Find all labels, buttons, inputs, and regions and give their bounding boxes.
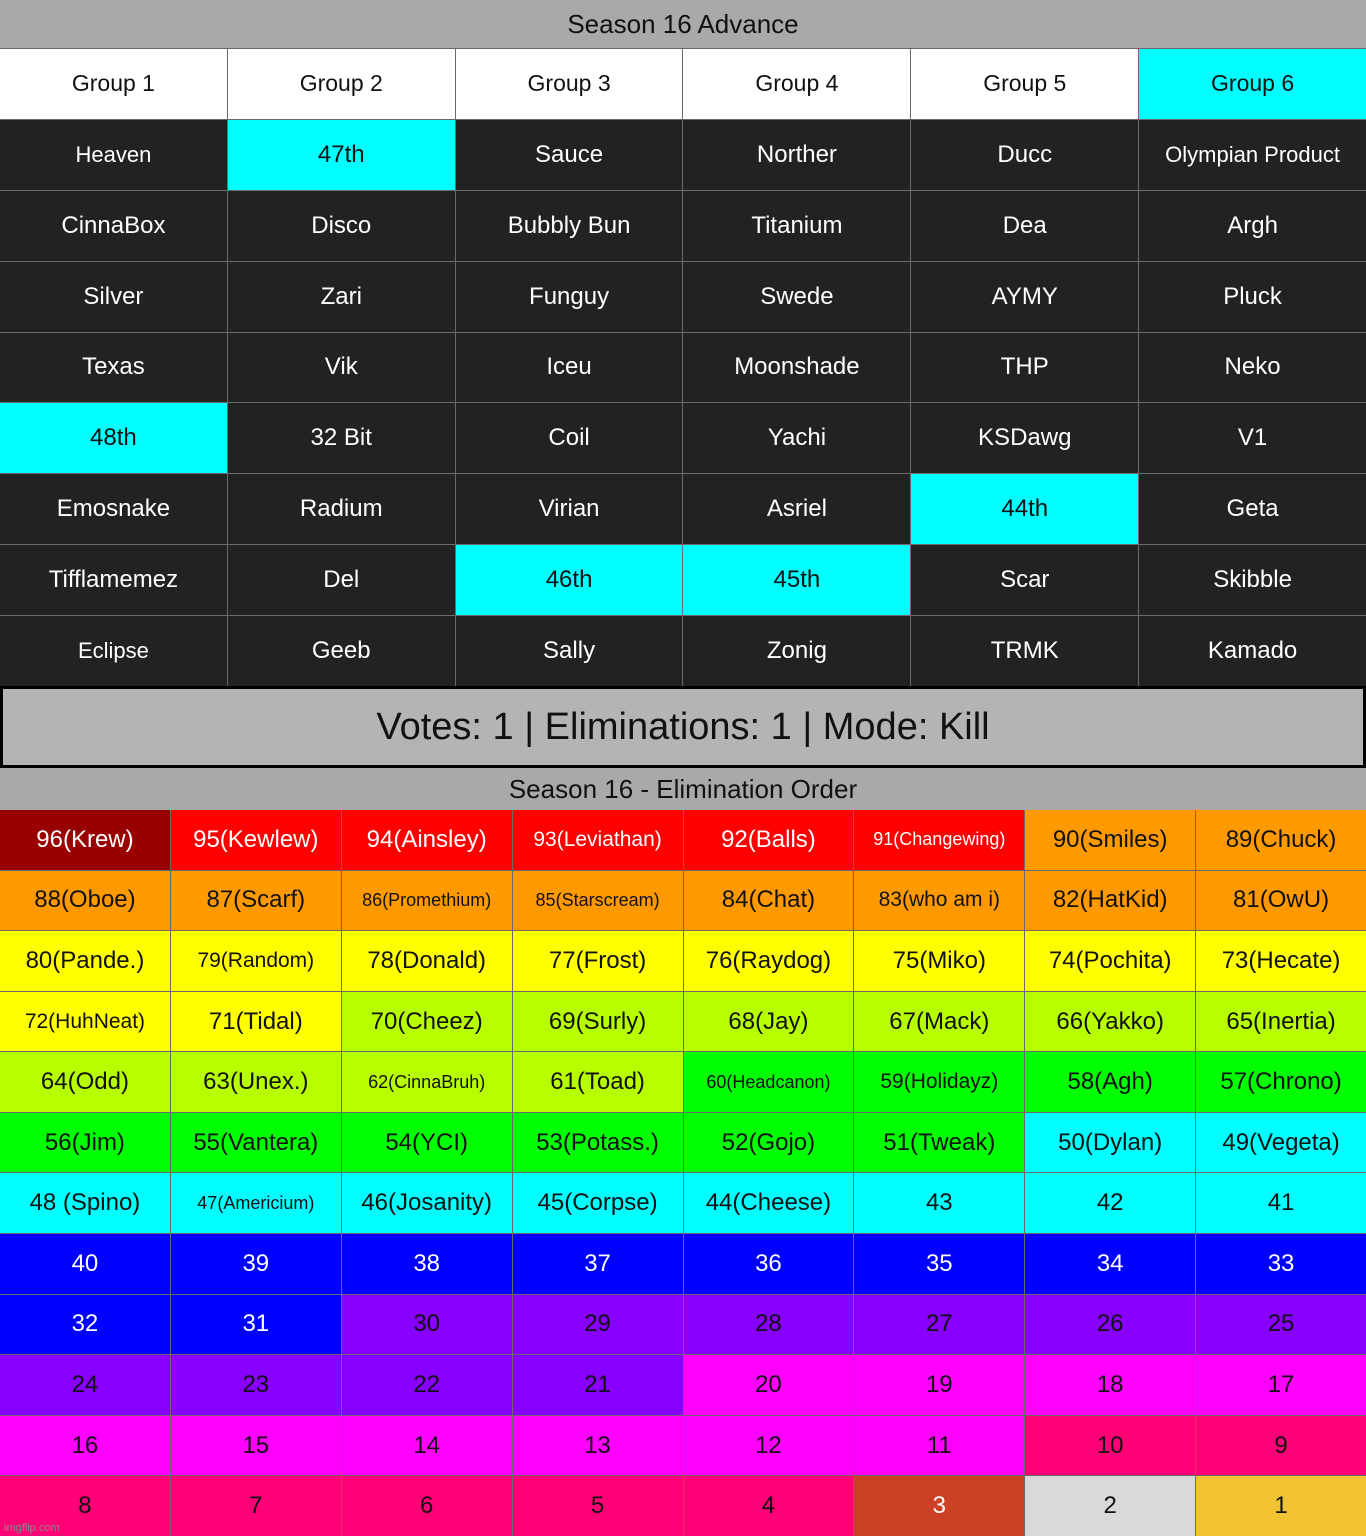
member-cell: Yachi	[683, 403, 910, 473]
elimination-cell: 91(Changewing)	[854, 810, 1024, 870]
member-cell: Pluck	[1139, 262, 1366, 332]
elimination-cell: 49(Vegeta)	[1196, 1113, 1366, 1173]
member-cell: Vik	[228, 333, 455, 403]
elimination-cell: 14	[342, 1416, 512, 1476]
elimination-cell: 29	[513, 1295, 683, 1355]
elimination-cell: 3	[854, 1476, 1024, 1536]
member-cell: 46th	[456, 545, 683, 615]
elimination-cell: 43	[854, 1173, 1024, 1233]
elimination-cell: 18	[1025, 1355, 1195, 1415]
elimination-cell: 6	[342, 1476, 512, 1536]
elimination-cell: 96(Krew)	[0, 810, 170, 870]
elimination-cell: 17	[1196, 1355, 1366, 1415]
elimination-cell: 44(Cheese)	[684, 1173, 854, 1233]
elimination-cell: 9	[1196, 1416, 1366, 1476]
group-header: Group 1	[0, 49, 227, 119]
member-cell: Geta	[1139, 474, 1366, 544]
elimination-cell: 81(OwU)	[1196, 871, 1366, 931]
elimination-cell: 61(Toad)	[513, 1052, 683, 1112]
member-cell: Radium	[228, 474, 455, 544]
elimination-cell: 51(Tweak)	[854, 1113, 1024, 1173]
elimination-cell: 84(Chat)	[684, 871, 854, 931]
member-cell: Emosnake	[0, 474, 227, 544]
elimination-title: Season 16 - Elimination Order	[0, 768, 1366, 810]
member-cell: CinnaBox	[0, 191, 227, 261]
member-cell: KSDawg	[911, 403, 1138, 473]
elimination-cell: 87(Scarf)	[171, 871, 341, 931]
elimination-cell: 26	[1025, 1295, 1195, 1355]
elimination-cell: 36	[684, 1234, 854, 1294]
elimination-cell: 86(Promethium)	[342, 871, 512, 931]
elimination-cell: 82(HatKid)	[1025, 871, 1195, 931]
elimination-cell: 52(Gojo)	[684, 1113, 854, 1173]
elimination-cell: 15	[171, 1416, 341, 1476]
elimination-cell: 48 (Spino)	[0, 1173, 170, 1233]
member-cell: Coil	[456, 403, 683, 473]
elimination-cell: 85(Starscream)	[513, 871, 683, 931]
elimination-cell: 45(Corpse)	[513, 1173, 683, 1233]
elimination-cell: 74(Pochita)	[1025, 931, 1195, 991]
member-cell: Del	[228, 545, 455, 615]
elimination-cell: 38	[342, 1234, 512, 1294]
elimination-cell: 46(Josanity)	[342, 1173, 512, 1233]
elimination-cell: 78(Donald)	[342, 931, 512, 991]
elimination-cell: 54(YCI)	[342, 1113, 512, 1173]
member-cell: Neko	[1139, 333, 1366, 403]
elimination-cell: 73(Hecate)	[1196, 931, 1366, 991]
elimination-cell: 70(Cheez)	[342, 992, 512, 1052]
elimination-cell: 7	[171, 1476, 341, 1536]
elimination-cell: 59(Holidayz)	[854, 1052, 1024, 1112]
watermark: imgflip.com	[4, 1522, 60, 1534]
elimination-cell: 34	[1025, 1234, 1195, 1294]
status-bar: Votes: 1 | Eliminations: 1 | Mode: Kill	[0, 686, 1366, 768]
elimination-cell: 71(Tidal)	[171, 992, 341, 1052]
elimination-cell: 56(Jim)	[0, 1113, 170, 1173]
member-cell: 47th	[228, 120, 455, 190]
elimination-cell: 16	[0, 1416, 170, 1476]
member-cell: Heaven	[0, 120, 227, 190]
elimination-cell: 58(Agh)	[1025, 1052, 1195, 1112]
elimination-cell: 60(Headcanon)	[684, 1052, 854, 1112]
member-cell: Skibble	[1139, 545, 1366, 615]
elimination-cell: 10	[1025, 1416, 1195, 1476]
group-header: Group 2	[228, 49, 455, 119]
advance-table	[0, 48, 1366, 686]
member-cell: Asriel	[683, 474, 910, 544]
elimination-cell: 63(Unex.)	[171, 1052, 341, 1112]
member-cell: Titanium	[683, 191, 910, 261]
elimination-cell: 67(Mack)	[854, 992, 1024, 1052]
group-header: Group 4	[683, 49, 910, 119]
member-cell: V1	[1139, 403, 1366, 473]
elimination-cell: 41	[1196, 1173, 1366, 1233]
member-cell: Ducc	[911, 120, 1138, 190]
member-cell: Virian	[456, 474, 683, 544]
member-cell: Disco	[228, 191, 455, 261]
elimination-cell: 75(Miko)	[854, 931, 1024, 991]
elimination-cell: 69(Surly)	[513, 992, 683, 1052]
elimination-cell: 57(Chrono)	[1196, 1052, 1366, 1112]
member-cell: Funguy	[456, 262, 683, 332]
elimination-cell: 53(Potass.)	[513, 1113, 683, 1173]
elimination-cell: 80(Pande.)	[0, 931, 170, 991]
elimination-cell: 4	[684, 1476, 854, 1536]
group-header: Group 5	[911, 49, 1138, 119]
elimination-cell: 1	[1196, 1476, 1366, 1536]
member-cell: Sauce	[456, 120, 683, 190]
elimination-cell: 68(Jay)	[684, 992, 854, 1052]
member-cell: Argh	[1139, 191, 1366, 261]
member-cell: Bubbly Bun	[456, 191, 683, 261]
member-cell: Moonshade	[683, 333, 910, 403]
elimination-cell: 77(Frost)	[513, 931, 683, 991]
elimination-cell: 28	[684, 1295, 854, 1355]
elimination-cell: 50(Dylan)	[1025, 1113, 1195, 1173]
elimination-cell: 55(Vantera)	[171, 1113, 341, 1173]
group-header: Group 3	[456, 49, 683, 119]
elimination-cell: 72(HuhNeat)	[0, 992, 170, 1052]
elimination-cell: 33	[1196, 1234, 1366, 1294]
elimination-cell: 21	[513, 1355, 683, 1415]
elimination-cell: 24	[0, 1355, 170, 1415]
member-cell: Norther	[683, 120, 910, 190]
elimination-cell: 35	[854, 1234, 1024, 1294]
member-cell: AYMY	[911, 262, 1138, 332]
advance-title: Season 16 Advance	[0, 0, 1366, 48]
elimination-cell: 79(Random)	[171, 931, 341, 991]
member-cell: Geeb	[228, 616, 455, 686]
elimination-cell: 12	[684, 1416, 854, 1476]
elimination-cell: 95(Kewlew)	[171, 810, 341, 870]
elimination-cell: 13	[513, 1416, 683, 1476]
elimination-cell: 25	[1196, 1295, 1366, 1355]
elimination-table	[0, 810, 1366, 1536]
elimination-cell: 64(Odd)	[0, 1052, 170, 1112]
member-cell: Silver	[0, 262, 227, 332]
member-cell: Zari	[228, 262, 455, 332]
member-cell: Olympian Product	[1139, 120, 1366, 190]
elimination-cell: 40	[0, 1234, 170, 1294]
elimination-cell: 32	[0, 1295, 170, 1355]
elimination-cell: 65(Inertia)	[1196, 992, 1366, 1052]
member-cell: Iceu	[456, 333, 683, 403]
elimination-cell: 20	[684, 1355, 854, 1415]
elimination-cell: 11	[854, 1416, 1024, 1476]
elimination-cell: 42	[1025, 1173, 1195, 1233]
elimination-cell: 47(Americium)	[171, 1173, 341, 1233]
elimination-cell: 89(Chuck)	[1196, 810, 1366, 870]
elimination-cell: 88(Oboe)	[0, 871, 170, 931]
elimination-cell: 37	[513, 1234, 683, 1294]
member-cell: 44th	[911, 474, 1138, 544]
elimination-cell: 22	[342, 1355, 512, 1415]
member-cell: Tifflamemez	[0, 545, 227, 615]
member-cell: Zonig	[683, 616, 910, 686]
member-cell: Sally	[456, 616, 683, 686]
elimination-cell: 92(Balls)	[684, 810, 854, 870]
member-cell: Scar	[911, 545, 1138, 615]
member-cell: Swede	[683, 262, 910, 332]
elimination-cell: 19	[854, 1355, 1024, 1415]
elimination-cell: 76(Raydog)	[684, 931, 854, 991]
elimination-cell: 31	[171, 1295, 341, 1355]
elimination-cell: 94(Ainsley)	[342, 810, 512, 870]
elimination-cell: 8	[0, 1476, 170, 1536]
elimination-cell: 39	[171, 1234, 341, 1294]
elimination-cell: 93(Leviathan)	[513, 810, 683, 870]
elimination-cell: 2	[1025, 1476, 1195, 1536]
elimination-cell: 83(who am i)	[854, 871, 1024, 931]
member-cell: Texas	[0, 333, 227, 403]
member-cell: 45th	[683, 545, 910, 615]
member-cell: Eclipse	[0, 616, 227, 686]
group-header: Group 6	[1139, 49, 1366, 119]
elimination-cell: 30	[342, 1295, 512, 1355]
member-cell: Dea	[911, 191, 1138, 261]
member-cell: 48th	[0, 403, 227, 473]
elimination-cell: 90(Smiles)	[1025, 810, 1195, 870]
member-cell: THP	[911, 333, 1138, 403]
elimination-cell: 27	[854, 1295, 1024, 1355]
member-cell: TRMK	[911, 616, 1138, 686]
elimination-cell: 66(Yakko)	[1025, 992, 1195, 1052]
member-cell: 32 Bit	[228, 403, 455, 473]
member-cell: Kamado	[1139, 616, 1366, 686]
elimination-cell: 5	[513, 1476, 683, 1536]
elimination-cell: 23	[171, 1355, 341, 1415]
elimination-cell: 62(CinnaBruh)	[342, 1052, 512, 1112]
